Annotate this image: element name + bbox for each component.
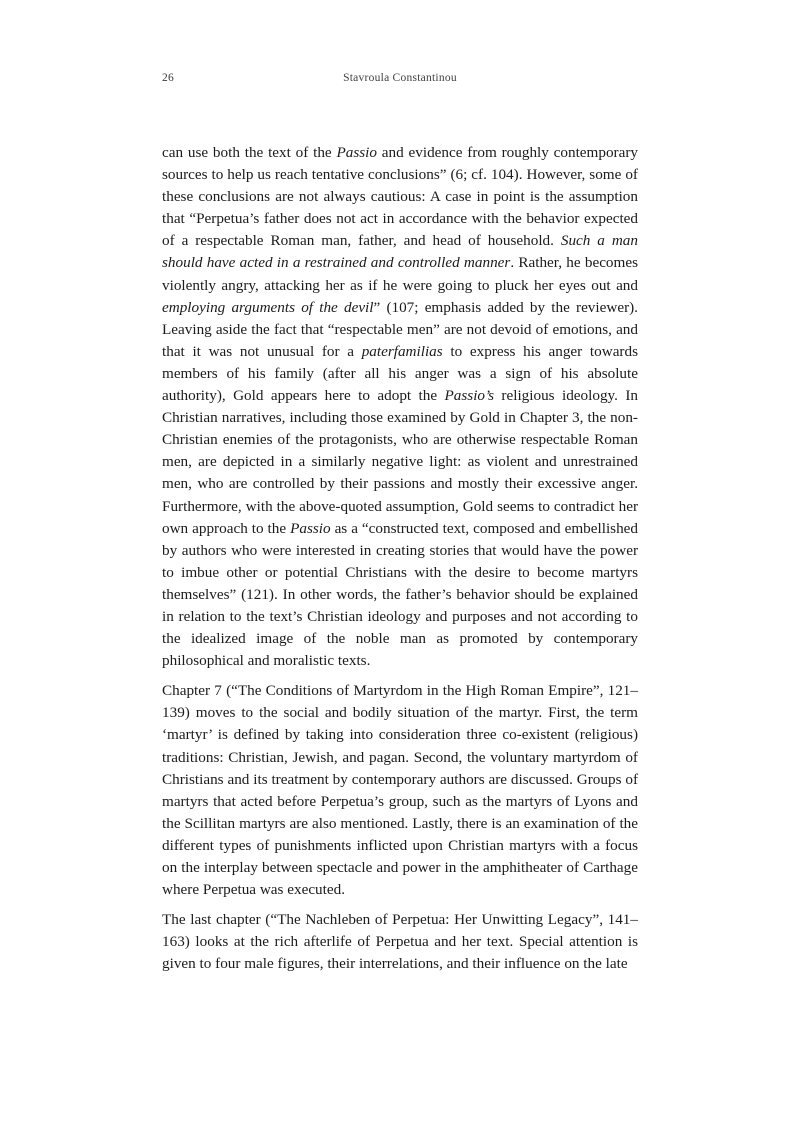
running-head-title: Stavroula Constantinou [343,72,457,84]
running-head [162,72,638,90]
body-paragraph: Chapter 7 (“The Conditions of Martyrdom in the High Roman Empire”, 121–139) moves to the social and bodily situation of the martyr. First, the term ‘martyr’ is defined by taking into consideration three co-existent (religious) traditions: Christian, Jewish, and pagan. Second, the voluntary martyrdom of Christians and its treatment by contemporary authors are discussed. Groups of martyrs that acted before Perpetua’s group, such as the martyrs of Lyons and the Scillitan martyrs are also mentioned. Lastly, there is an examination of the different types of punishments inflicted upon Christian martyrs with a focus on the interplay between spectacle and power in the amphitheater of Carthage where Perpetua was executed. [162,682,638,899]
page-number: 26 [162,72,174,84]
body-paragraph: can use both the text of the Passio and evidence from roughly contemporary sources to help us reach tentative conclusions” (6; cf. 104). However, some of these conclusions are not always cautious: A case in point is the assumption that “Perpetua’s father does not act in accordance with the behavior expected of a respectable Roman man, father, and head of household. Such a man should have acted in a restrained and controlled manner. Rather, he becomes violently angry, attacking her as if he were going to pluck her eyes out and employing arguments of the devil” (107; emphasis added by the reviewer). Leaving aside the fact that “respectable men” are not devoid of emotions, and that it was not unusual for a paterfamilias to express his anger towards members of his family (after all his anger was a sign of his absolute authority), Gold appears here to adopt the Passio’s religious ideology. In Christian narratives, including those examined by Gold in Chapter 3, the non-Christian enemies of the protagonists, who are otherwise respectable Roman men, are depicted in a similarly negative light: as violent and unrestrained men, who are controlled by their passions and mostly their excessive anger. Furthermore, with the above-quoted assumption, Gold seems to contradict her own approach to the Passio as a “constructed text, composed and embellished by authors who were interested in creating stories that would have the power to imbue other or potential Christians with the desire to become martyrs themselves” (121). In other words, the father’s behavior should be explained in relation to the text’s Christian ideology and purposes and not according to the idealized image of the noble man as promoted by contemporary philosophical and moralistic texts. [162,144,638,670]
body-text-block [162,142,638,975]
body-paragraph: The last chapter (“The Nachleben of Perpetua: Her Unwitting Legacy”, 141–163) looks at the rich afterlife of Perpetua and her text. Special attention is given to four male figures, their interrelations, and their influence on the late [162,911,638,973]
